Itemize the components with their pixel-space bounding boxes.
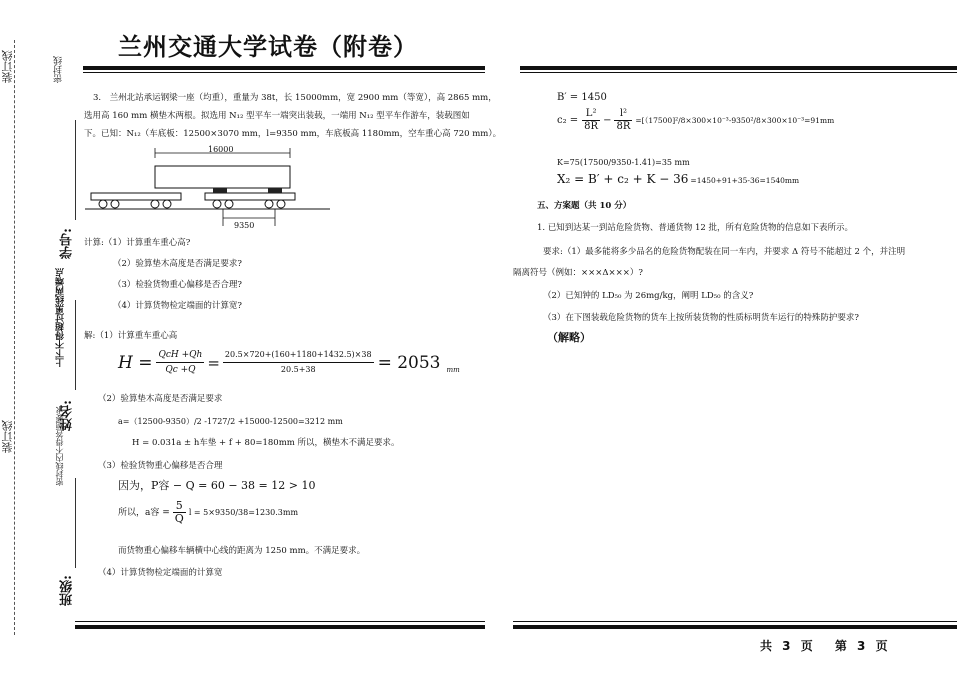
so-formula (118, 500, 298, 525)
x2-rhs: =1450+91+35-36=1540mm (690, 176, 800, 185)
x2-lhs: X₂ = B′ + c₂ + K − 36 (557, 172, 689, 186)
h-fraction-1 (156, 348, 204, 377)
bottom-rule-left-thin (75, 621, 485, 622)
binding-dashed-line (14, 40, 15, 635)
bottom-rule-right (513, 625, 957, 629)
top-rule-right (520, 66, 957, 70)
c2-fraction-1 (582, 108, 600, 133)
solution-3-heading: （3）检验货物重心偏移是否合理 (98, 461, 223, 471)
c2-num-2: l² (614, 108, 632, 121)
bottom-rule-right-thin (513, 621, 957, 622)
q3-line-3: 下。已知：N₁₂（车底板：12500×3070 mm，l=9350 mm，车底板高 1180mm，空车重心高 720 mm）。 (84, 129, 502, 139)
page-footer: 共 3 页 第 3 页 (760, 639, 888, 653)
h-formula (118, 348, 460, 377)
q1-line-4: （2）已知钟的 LD₅₀ 为 26mg/kg，阐明 LD₅₀ 的含义? (543, 291, 754, 301)
q3-line-1: 3. 兰州北站承运钢梁一座（均重），重量为 38t，长 15000mm，宽 2900 mm（等宽），高 2865 mm， (93, 93, 497, 103)
q1-line-2: 要求:（1）最多能将多少品名的危险货物配装在同一车内，并要求 Δ 符号不能超过 2 个，并注明 (543, 247, 906, 257)
solution-2-heading: （2）验算垫木高度是否满足要求 (98, 394, 223, 404)
so-num: 5 (173, 500, 186, 513)
k-line: K=75(17500/9350-1.41)=35 mm (557, 158, 690, 167)
top-rule-left (83, 66, 485, 70)
c2-den-1: 8R (584, 121, 599, 132)
dimension-9350: 9350 (234, 221, 255, 230)
so-lhs: 所以，a容 = (118, 507, 170, 518)
solution-omitted: （解略） (547, 331, 591, 344)
c2-minus: − (603, 114, 612, 126)
h-result: = 2053 (377, 352, 441, 373)
top-rule-left-thin (83, 72, 485, 73)
calc-item-2: （2）验算垫木高度是否满足要求? (113, 259, 242, 269)
c2-lhs: c₂ = (557, 114, 579, 126)
class-label: 班级: (60, 575, 75, 606)
top-rule-right-thin (520, 72, 957, 73)
q1-line-1: 1. 已知到达某一到站危险货物、普通货物 12 批，所有危险货物的信息如下表所示。 (537, 223, 854, 233)
h-lhs: H = (118, 352, 153, 373)
bottom-rule-left (75, 625, 485, 629)
binding-line-label-bottom: 装订线 (1, 420, 14, 453)
c2-rhs: =[（17500]²/8×300×10⁻³-9350²/8×300×10⁻³=91mm (635, 115, 835, 125)
calc-item-1: 计算:（1）计算重车重心高? (84, 238, 191, 248)
h-den-1: Qc +Q (165, 365, 196, 375)
solution-4-heading: （4）计算货物检定端面的计算宽 (98, 568, 223, 578)
solution-1-heading: 解:（1）计算重车重心高 (84, 331, 178, 341)
dimension-16000: 16000 (208, 145, 234, 154)
student-number-label: 学号: (60, 228, 75, 259)
h-num-1: QcH +Qh (156, 348, 204, 363)
section-5-heading: 五、方案题（共 10 分） (537, 201, 632, 211)
so-den: Q (174, 512, 184, 525)
h-fraction-2 (223, 348, 374, 377)
h-equals: = (207, 353, 220, 372)
q1-line-3: 隔离符号（例如：×××Δ×××）? (513, 268, 643, 278)
q1-line-5: （3）在下图装载危险货物的货车上按所装货物的性质标明货车运行的特殊防护要求? (543, 313, 859, 323)
h-num-2: 20.5×720+(160+1180+1432.5)×38 (223, 348, 374, 363)
q3-line-2: 选用高 160 mm 横垫木两根。拟选用 N₁₂ 型平车一端突出装载，一端用 N₁₂ 型平车作游车，装载图如 (84, 111, 470, 121)
page-title: 兰州交通大学试卷（附卷） (118, 33, 418, 61)
seal-line-label-top: 密封线 (54, 56, 64, 83)
a-value-line: a=（12500-9350）/2 -1727/2 +15000-12500=3212 mm (118, 417, 343, 426)
h-unit: mm (446, 365, 460, 374)
h-check-line: H = 0.031a ± h车垫 + f + 80=180mm 所以，横垫木不满足要求。 (132, 438, 400, 448)
so-rhs: l = 5×9350/38=1230.3mm (188, 507, 299, 517)
so-fraction (173, 500, 186, 525)
binding-line-label-top: 装订线 (1, 50, 14, 83)
student-number-field[interactable] (75, 120, 76, 220)
c2-formula (557, 108, 834, 133)
x2-formula (557, 173, 799, 187)
name-label: 姓名: (60, 400, 75, 431)
name-field[interactable] (75, 300, 76, 390)
class-field[interactable] (75, 478, 76, 568)
seal-warning-2: 密封线内不得答题要求 (55, 406, 64, 486)
c2-den-2: 8R (616, 121, 631, 132)
offset-line: 而货物重心偏移车辆横中心线的距离为 1250 mm。不满足要求。 (118, 546, 366, 556)
calc-item-4: （4）计算货物检定端面的计算宽? (113, 301, 242, 311)
calc-item-3: （3）检验货物重心偏移是否合理? (113, 280, 242, 290)
because-line: 因为，P容 − Q = 60 − 38 = 12 > 10 (118, 479, 316, 492)
h-den-2: 20.5+38 (280, 365, 316, 374)
c2-fraction-2 (614, 108, 632, 133)
c2-num-1: L² (582, 108, 600, 121)
seal-warning: 上下不得超过黑线两端点 (56, 268, 66, 367)
b-prime-line: B′ = 1450 (557, 92, 607, 103)
